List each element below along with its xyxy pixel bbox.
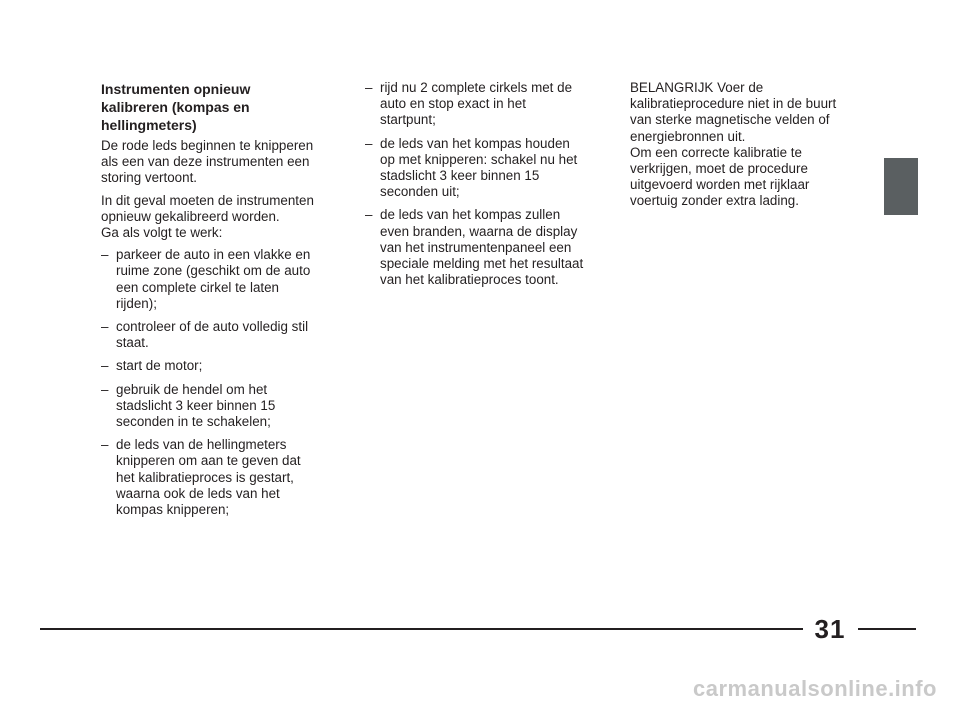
text-line: van het kalibratieproces toont. bbox=[380, 272, 559, 288]
text-line: uitgevoerd worden met rijklaar bbox=[630, 177, 810, 193]
dash-bullet: – bbox=[101, 247, 109, 263]
section-tab-marker bbox=[884, 158, 918, 215]
text-line: start de motor; bbox=[116, 358, 203, 374]
text-line: kompas knipperen; bbox=[116, 502, 230, 518]
text-line: kalibratieprocedure niet in de buurt bbox=[630, 96, 837, 112]
heading-line: Instrumenten opnieuw bbox=[101, 81, 251, 97]
text-line: rijden); bbox=[116, 295, 157, 311]
heading-line: hellingmeters) bbox=[101, 117, 197, 133]
list-item bbox=[101, 247, 331, 312]
text-line: van sterke magnetische velden of bbox=[630, 112, 830, 128]
middle-column bbox=[365, 80, 600, 295]
text-line: energiebronnen uit. bbox=[630, 128, 746, 144]
list-item bbox=[365, 136, 600, 201]
text-line: staat. bbox=[116, 335, 149, 351]
heading-line: kalibreren (kompas en bbox=[101, 99, 250, 115]
text-line: knipperen om aan te geven dat bbox=[116, 453, 301, 469]
text-line: De rode leds beginnen te knipperen bbox=[101, 138, 314, 153]
text-line: waarna ook de leds van het bbox=[116, 485, 280, 501]
list-item bbox=[365, 207, 600, 288]
text-line: van het instrumentenpaneel een bbox=[380, 239, 572, 255]
procedure-list-continued bbox=[365, 80, 600, 288]
list-item bbox=[101, 382, 331, 431]
text-line: controleer of de auto volledig stil bbox=[116, 319, 309, 335]
text-line: de leds van het kompas zullen bbox=[380, 207, 561, 223]
text-line: opnieuw gekalibreerd worden. bbox=[101, 208, 280, 224]
text-line: de leds van de hellingmeters bbox=[116, 437, 287, 453]
text-line: op met knipperen: schakel nu het bbox=[380, 151, 578, 167]
dash-bullet: – bbox=[365, 135, 373, 151]
instruction-paragraph bbox=[101, 193, 331, 242]
text-line: even branden, waarna de display bbox=[380, 223, 578, 239]
text-line: Ga als volgt te werk: bbox=[101, 225, 223, 241]
text-line: seconden in te schakelen; bbox=[116, 414, 271, 430]
right-column bbox=[630, 80, 870, 210]
text-line: stadslicht 3 keer binnen 15 bbox=[380, 168, 540, 184]
text-line: parkeer de auto in een vlakke en bbox=[116, 247, 311, 263]
text-line: stadslicht 3 keer binnen 15 bbox=[116, 397, 276, 413]
text-line: het kalibratieproces is gestart, bbox=[116, 469, 294, 485]
text-line: gebruik de hendel om het bbox=[116, 381, 268, 397]
text-line: ruime zone (geschikt om de auto bbox=[116, 263, 311, 279]
footer-rule-left bbox=[40, 628, 803, 630]
dash-bullet: – bbox=[101, 381, 109, 397]
text-line: rijd nu 2 complete cirkels met de bbox=[380, 80, 573, 95]
text-line: seconden uit; bbox=[380, 184, 460, 200]
text-line: auto en stop exact in het bbox=[380, 96, 526, 112]
intro-paragraph bbox=[101, 138, 331, 187]
text-line: In dit geval moeten de instrumenten bbox=[101, 192, 314, 208]
list-item bbox=[101, 319, 331, 351]
text-line: startpunt; bbox=[380, 112, 436, 128]
page-number: 31 bbox=[814, 614, 846, 644]
list-item bbox=[101, 358, 331, 374]
dash-bullet: – bbox=[101, 319, 109, 335]
text-line: speciale melding met het resultaat bbox=[380, 256, 584, 272]
list-item bbox=[365, 80, 600, 129]
text-line: BELANGRIJK Voer de bbox=[630, 80, 764, 95]
text-line: een complete cirkel te laten bbox=[116, 279, 280, 295]
important-note bbox=[630, 80, 870, 210]
text-line: de leds van het kompas houden bbox=[380, 135, 570, 151]
text-line: als een van deze instrumenten een bbox=[101, 154, 310, 170]
text-line: voertuig zonder extra lading. bbox=[630, 193, 799, 209]
section-heading bbox=[101, 80, 331, 134]
procedure-list bbox=[101, 247, 331, 518]
dash-bullet: – bbox=[101, 437, 109, 453]
list-item bbox=[101, 437, 331, 518]
text-line: storing vertoont. bbox=[101, 170, 198, 186]
text-line: Om een correcte kalibratie te bbox=[630, 144, 802, 160]
dash-bullet: – bbox=[365, 80, 373, 95]
dash-bullet: – bbox=[365, 207, 373, 223]
dash-bullet: – bbox=[101, 358, 109, 374]
footer-rule-right bbox=[858, 628, 916, 630]
text-line: verkrijgen, moet de procedure bbox=[630, 161, 808, 177]
watermark: carmanualsonline.info bbox=[693, 676, 937, 701]
left-column bbox=[101, 80, 331, 525]
